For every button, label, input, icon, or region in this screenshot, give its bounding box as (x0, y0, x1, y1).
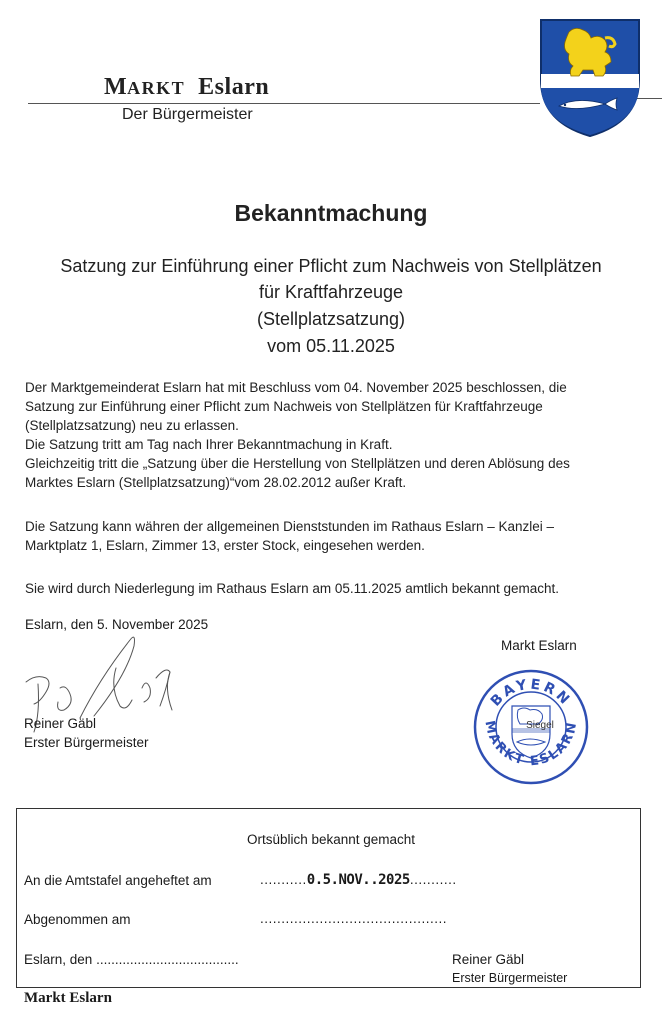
posting-box-title: Ortsüblich bekannt gemacht (246, 832, 416, 847)
notice-heading: Bekanntmachung (234, 200, 428, 226)
title-name: Eslarn (198, 74, 270, 100)
removed-label: Abgenommen am (24, 912, 131, 927)
seal-top-text: BAYERN (487, 676, 575, 710)
header-rule (28, 103, 540, 104)
signer-name: Reiner Gäbl (24, 716, 97, 731)
notice-title-line-4: vom 05.11.2025 (267, 336, 395, 356)
footer-markt: Markt Eslarn (24, 990, 112, 1006)
place-label: Eslarn, den (24, 952, 93, 967)
notice-title-line-3: (Stellplatzsatzung) (256, 309, 406, 329)
coat-of-arms-icon (539, 18, 641, 138)
paragraph-line: Der Marktgemeinderat Eslarn hat mit Beschluss vom 04. November 2025 beschlossen, die (25, 380, 567, 395)
paragraph-line: Marktplatz 1, Eslarn, Zimmer 13, erster Stock, eingesehen werden. (25, 538, 425, 553)
paragraph-line: Satzung zur Einführung einer Pflicht zum Nachweis von Stellplätzen für Kraftfahrzeuge (25, 399, 543, 414)
dots: ........... (260, 872, 307, 887)
markt-label: Markt Eslarn (501, 638, 577, 653)
title-initial: M (104, 74, 128, 100)
paragraph-publication: Sie wird durch Niederlegung im Rathaus Eslarn am 05.11.2025 amtlich bekannt gemacht. (25, 581, 560, 596)
box-signer-name: Reiner Gäbl (452, 952, 525, 967)
dots: ........... (409, 872, 457, 887)
notice-title-line-2: für Kraftfahrzeuge (258, 282, 404, 302)
svg-text:BAYERN (488, 677, 574, 710)
box-signer-role: Erster Bürgermeister (452, 971, 568, 985)
official-seal-icon (472, 668, 590, 786)
seal-bottom-text: MARKT ESLARN (481, 719, 581, 770)
box-place-label (24, 952, 239, 967)
notice-title-line-1: Satzung zur Einführung einer Pflicht zum Nachweis von Stellplätzen (60, 256, 602, 276)
posted-date-field (260, 872, 457, 888)
title-rest: ARKT (127, 78, 186, 98)
signer-role: Erster Bürgermeister (24, 735, 149, 750)
paragraph-line: Die Satzung tritt am Tag nach Ihrer Bekanntmachung in Kraft. (25, 437, 393, 452)
header-subtitle: Der Bürgermeister (122, 106, 253, 123)
paragraph-line: (Stellplatzsatzung) neu zu erlassen. (25, 418, 239, 433)
paragraph-line: Marktes Eslarn (Stellplatzsatzung)“vom 28.02.2012 außer Kraft. (25, 475, 407, 490)
paragraph-line: Die Satzung kann währen der allgemeinen Dienststunden im Rathaus Eslarn – Kanzlei – (25, 519, 555, 534)
municipality-title (104, 74, 269, 101)
place-dots: ...................................... (96, 952, 239, 967)
paragraph-inspection (25, 517, 645, 555)
seal-center-label: Siegel (526, 720, 554, 731)
paragraph-decision (25, 378, 645, 492)
posted-date-stamp: 0.5.NOV..2025 (306, 872, 410, 888)
place-date: Eslarn, den 5. November 2025 (25, 617, 209, 632)
removed-date-field: ............................................ (260, 911, 448, 926)
paragraph-line: Gleichzeitig tritt die „Satzung über die Herstellung von Stellplätzen und deren Ablösung des (25, 456, 570, 471)
posted-label: An die Amtstafel angeheftet am (24, 873, 212, 888)
